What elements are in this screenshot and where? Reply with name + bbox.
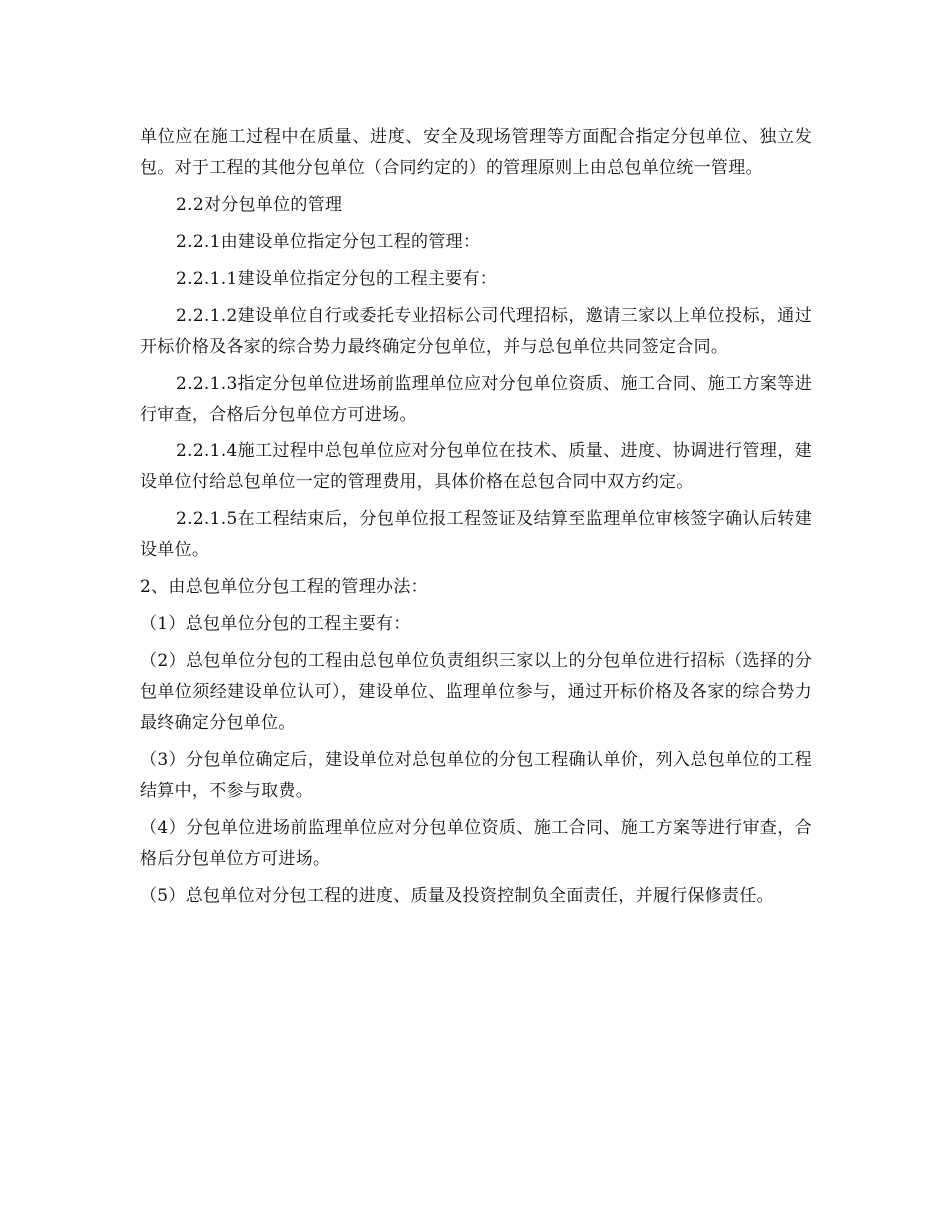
- document-body: [140, 122, 812, 918]
- clause-2-2-1-2: 2.2.1.2建设单位自行或委托专业招标公司代理招标，邀请三家以上单位投标，通过开标价格及各家的综合势力最终确定分包单位，并与总包单位共同签定合同。: [140, 305, 812, 357]
- list-item-5: （5）总包单位对分包工程的进度、质量及投资控制负全面责任，并履行保修责任。: [140, 885, 774, 906]
- paragraph-continuation: 单位应在施工过程中在质量、进度、安全及现场管理等方面配合指定分包单位、独立发包。对于工程的其他分包单位（合同约定的）的管理原则上由总包单位统一管理。: [140, 127, 812, 178]
- clause-2-2-1-4: 2.2.1.4施工过程中总包单位应对分包单位在技术、质量、进度、协调进行管理，建设单位付给总包单位一定的管理费用，具体价格在总包合同中双方约定。: [140, 441, 812, 493]
- list-item-3: （3）分包单位确定后，建设单位对总包单位的分包工程确认单价，列入总包单位的工程结算中，不参与取费。: [140, 749, 812, 801]
- list-item-1: （1）总包单位分包的工程主要有：: [140, 614, 411, 635]
- clause-2-2-1-3: 2.2.1.3指定分包单位进场前监理单位应对分包单位资质、施工合同、施工方案等进行审查，合格后分包单位方可进场。: [140, 373, 812, 425]
- section-heading-2: 2、由总包单位分包工程的管理办法：: [140, 577, 428, 598]
- section-heading-2-2: 2.2对分包单位的管理: [176, 194, 343, 215]
- section-heading-2-2-1: 2.2.1由建设单位指定分包工程的管理：: [176, 231, 481, 252]
- list-item-4: （4）分包单位进场前监理单位应对分包单位资质、施工合同、施工方案等进行审查，合格后分包单位方可进场。: [140, 817, 812, 869]
- clause-2-2-1-5: 2.2.1.5在工程结束后，分包单位报工程签证及结算至监理单位审核签字确认后转建设单位。: [140, 509, 812, 561]
- list-item-2: （2）总包单位分包的工程由总包单位负责组织三家以上的分包单位进行招标（选择的分包单位须经建设单位认可），建设单位、监理单位参与，通过开标价格及各家的综合势力最终确定分包单位。: [140, 651, 812, 733]
- clause-2-2-1-1: 2.2.1.1建设单位指定分包的工程主要有：: [176, 268, 498, 289]
